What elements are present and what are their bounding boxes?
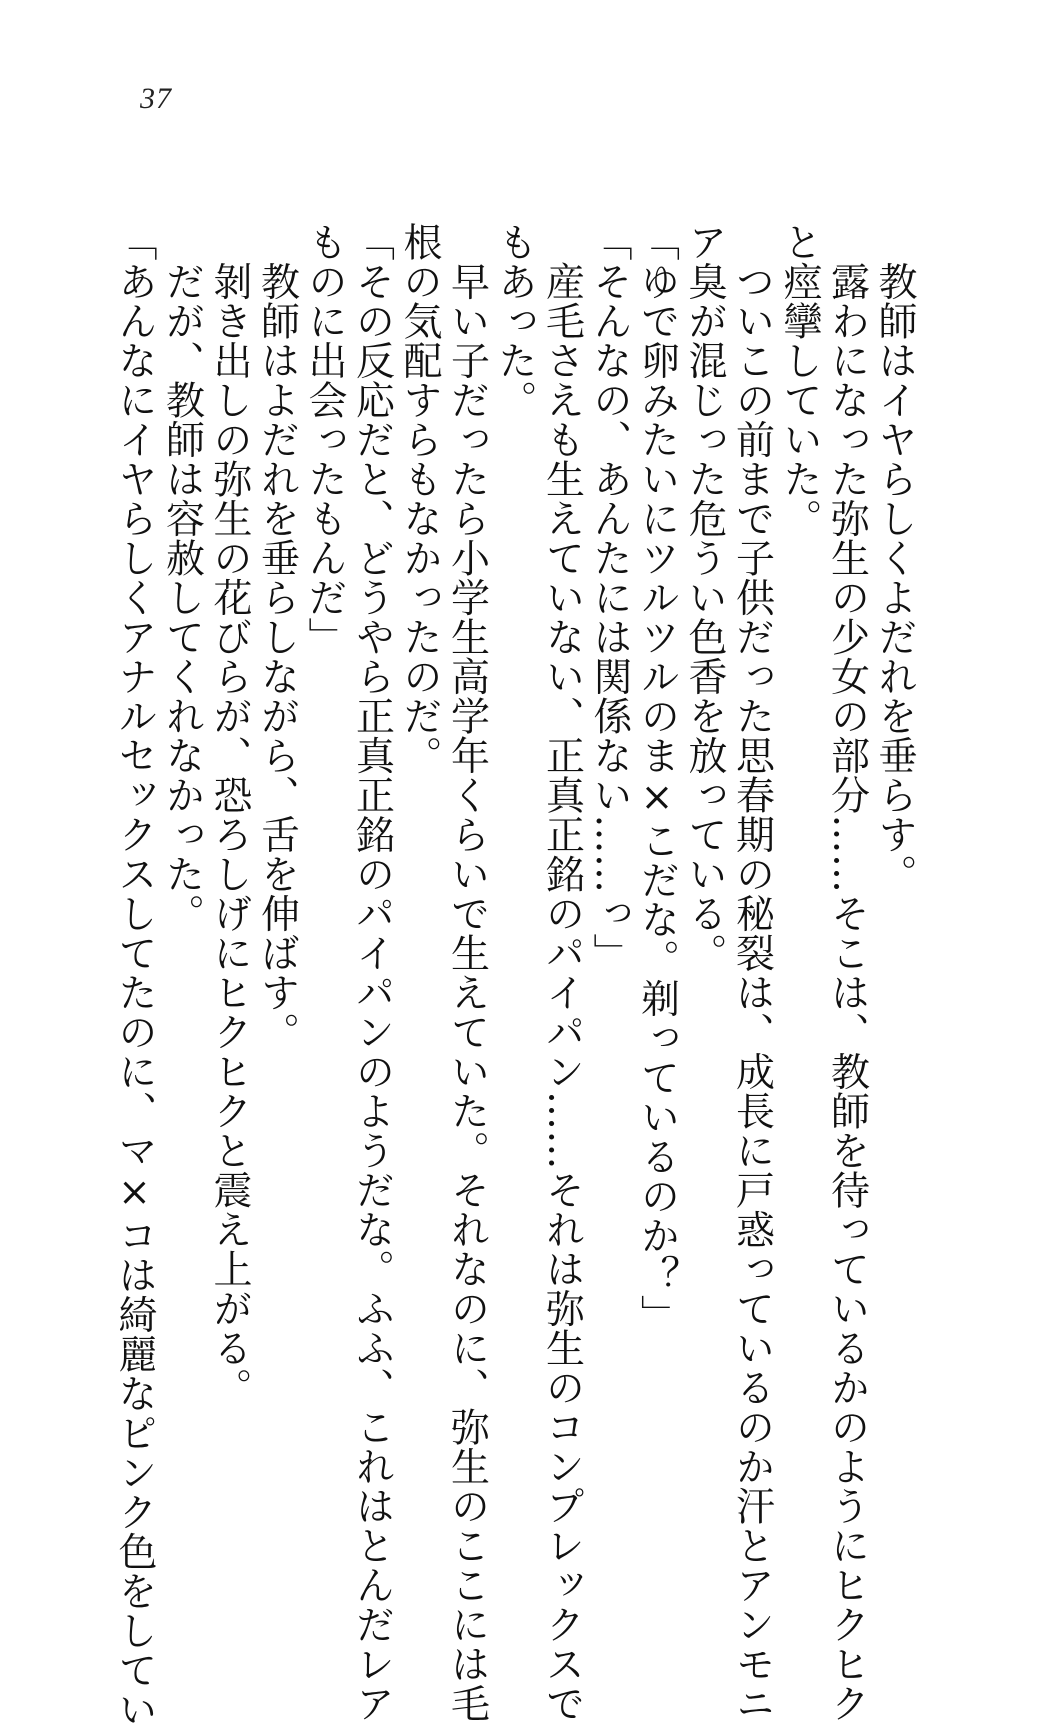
text-line: 剝き出しの弥生の花びらが、恐ろしげにヒクヒクと震え上がる。 [207,222,252,1407]
text-line: 根の気配すらもなかったのだ。 [397,222,442,775]
text-line: 「そんなの、あんたには関係ない……っ」 [587,222,632,973]
text-line: 産毛さえも生えていない、正真正銘のパイパン……それは弥生のコンプレックスで [539,222,585,1723]
text-line: もあった。 [492,222,537,420]
text-line: ア臭が混じった危うい色香を放っている。 [682,222,727,973]
text-line: 教師はよだれを垂らしながら、舌を伸ばす。 [254,222,300,1052]
text-line: 露わになった弥生の少女の部分……そこは、教師を待っているかのようにヒクヒク [824,222,870,1723]
text-line: ものに出会ったもんだ」 [302,222,347,657]
text-line: 「あんなにイヤらしくアナルセックスしてたのに、マ×コは綺麗なピンク色をしてい [112,222,157,1729]
vertical-text-body [112,222,918,1729]
text-line: 「ゆで卵みたいにツルツルのま×こだな。剃っているのか？」 [634,222,680,1334]
text-line: と痙攣していた。 [777,222,822,538]
text-line: ついこの前まで子供だった思春期の秘裂は、成長に戸惑っているのか汗とアンモニ [729,222,775,1723]
text-line: 教師はイヤらしくよだれを垂らす。 [872,222,917,894]
page-number: 37 [140,82,172,115]
text-line: だが、教師は容赦してくれなかった。 [159,222,205,933]
text-line: 早い子だったら小学生高学年くらいで生えていた。それなのに、弥生のここには毛 [444,222,490,1723]
text-line: 「その反応だと、どうやら正真正銘のパイパンのようだな。ふふ、これはとんだレア [349,222,395,1723]
